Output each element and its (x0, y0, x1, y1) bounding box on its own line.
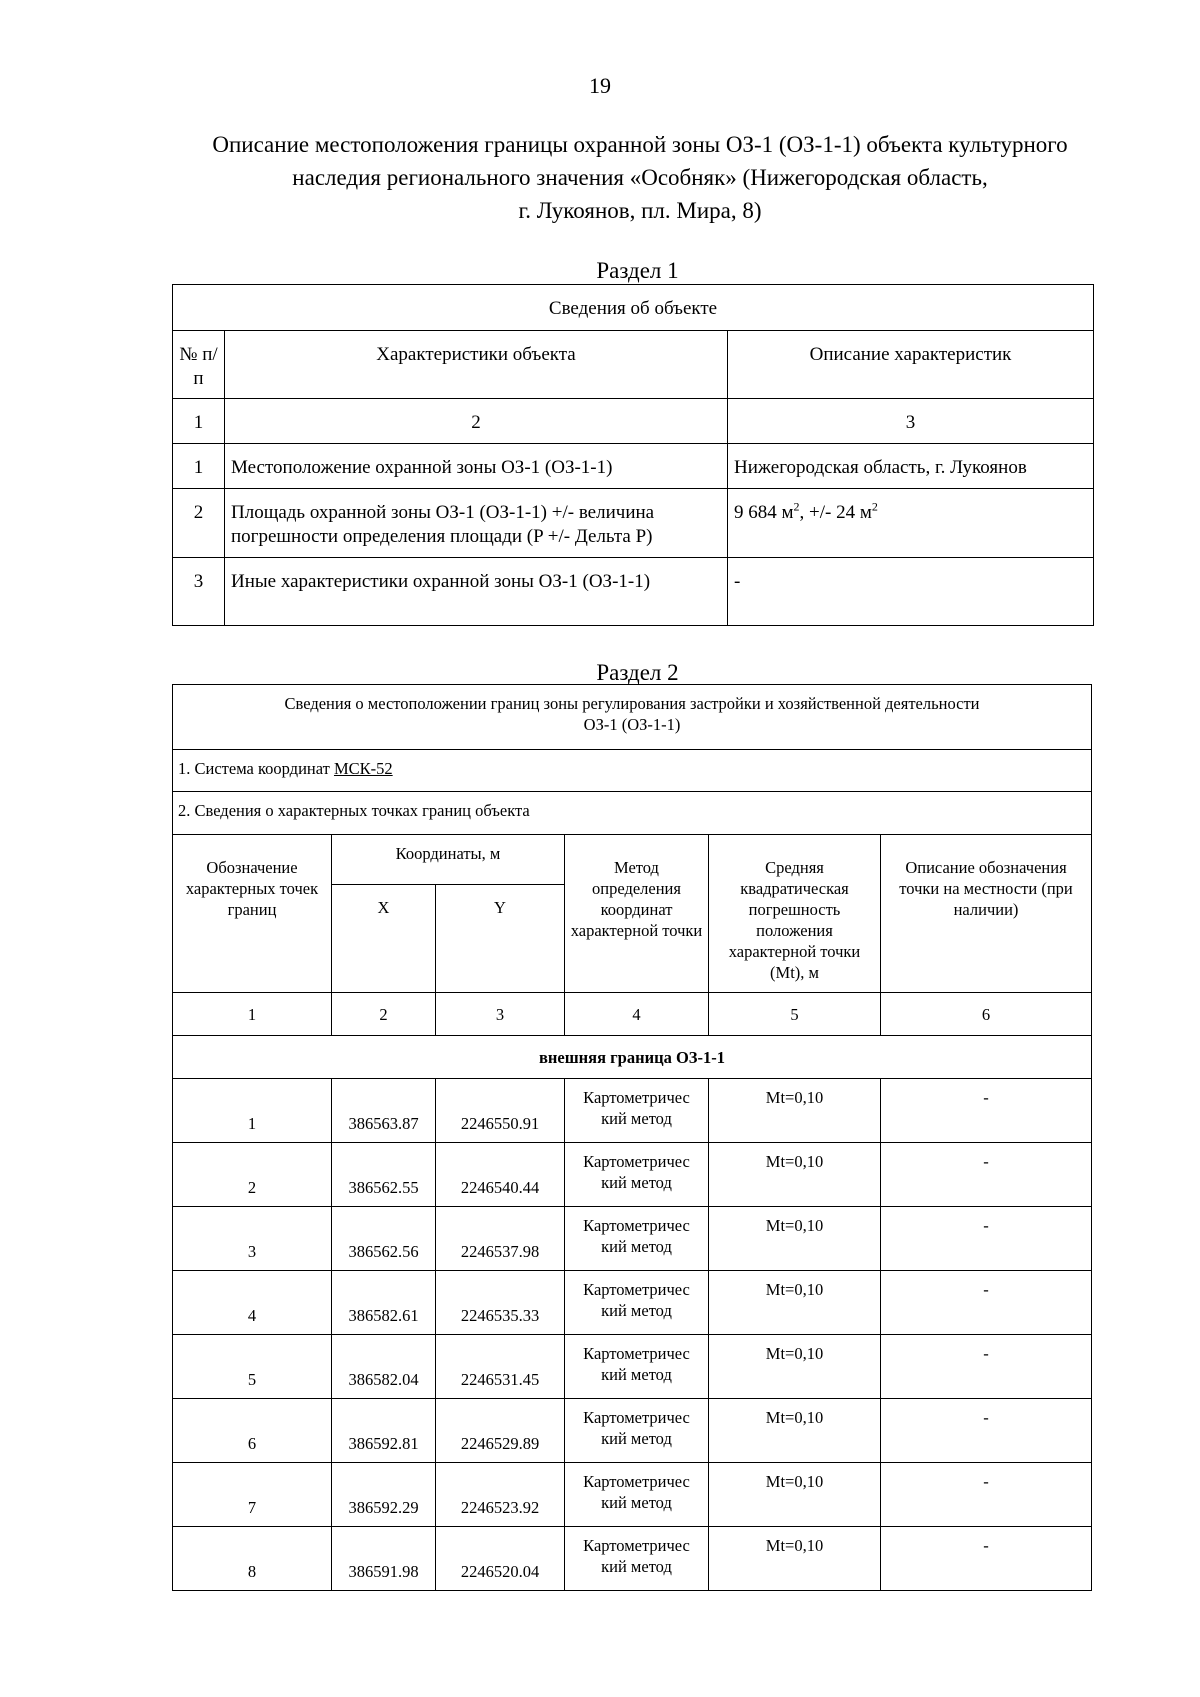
point-method: Картометричес кий метод (565, 1399, 709, 1463)
point-description: - (881, 1207, 1092, 1271)
document-title (130, 128, 1150, 227)
point-y: 2246540.44 (436, 1143, 565, 1207)
table-title: Сведения об объекте (173, 285, 1094, 331)
point-id: 1 (173, 1079, 332, 1143)
point-description: - (881, 1399, 1092, 1463)
column-number: 2 (225, 399, 728, 444)
page-number: 19 (589, 73, 611, 98)
table-row (173, 1463, 1092, 1527)
boundary-label: внешняя граница ОЗ-1-1 (173, 1036, 1092, 1079)
point-id: 2 (173, 1143, 332, 1207)
table-row (173, 1207, 1092, 1271)
point-y: 2246529.89 (436, 1399, 565, 1463)
row-characteristic: Иные характеристики охранной зоны ОЗ-1 (ОЗ-1-1) (225, 558, 728, 626)
table-row (173, 1079, 1092, 1143)
table-row (173, 489, 1094, 558)
row-number: 3 (173, 558, 225, 626)
point-method: Картометричес кий метод (565, 1527, 709, 1591)
header-number: № п/п (173, 331, 225, 399)
point-x: 386563.87 (332, 1079, 436, 1143)
point-description: - (881, 1143, 1092, 1207)
point-x: 386591.98 (332, 1527, 436, 1591)
table-row (173, 1527, 1092, 1591)
point-id: 4 (173, 1271, 332, 1335)
header-coordinates: Координаты, м (332, 835, 565, 885)
point-description: - (881, 1335, 1092, 1399)
point-id: 5 (173, 1335, 332, 1399)
table-row (173, 1399, 1092, 1463)
table-row (173, 1271, 1092, 1335)
point-x: 386592.81 (332, 1399, 436, 1463)
point-method: Картометричес кий метод (565, 1207, 709, 1271)
point-method: Картометричес кий метод (565, 1335, 709, 1399)
row-number: 2 (173, 489, 225, 558)
row-description: - (728, 558, 1094, 626)
row-characteristic: Местоположение охранной зоны ОЗ-1 (ОЗ-1-1) (225, 444, 728, 489)
point-mt: Mt=0,10 (709, 1271, 881, 1335)
point-x: 386592.29 (332, 1463, 436, 1527)
point-y: 2246523.92 (436, 1463, 565, 1527)
column-number: 5 (709, 993, 881, 1036)
title-line: наследия регионального значения «Особняк» (Нижегородская область, (292, 165, 988, 190)
point-y: 2246550.91 (436, 1079, 565, 1143)
point-mt: Mt=0,10 (709, 1463, 881, 1527)
column-number: 2 (332, 993, 436, 1036)
point-y: 2246537.98 (436, 1207, 565, 1271)
row-characteristic: Площадь охранной зоны ОЗ-1 (ОЗ-1-1) +/- величина погрешности определения площади (P +/- Дельта P) (225, 489, 728, 558)
point-description: - (881, 1527, 1092, 1591)
row-description: 9 684 $м^2$, +/- 24 $м^2$ (728, 489, 1094, 558)
row-number: 1 (173, 444, 225, 489)
point-mt: Mt=0,10 (709, 1527, 881, 1591)
object-info-table (172, 284, 1094, 626)
header-error: Средняя квадратическая погрешность положения характерной точки (Mt), м (709, 835, 881, 993)
table-title: Сведения о местоположении границ зоны регулирования застройки и хозяйственной деятельности ОЗ-1 (ОЗ-1-1) (173, 685, 1092, 750)
point-y: 2246520.04 (436, 1527, 565, 1591)
column-number: 3 (436, 993, 565, 1036)
table-row (173, 558, 1094, 626)
boundary-points-table (172, 684, 1092, 1591)
point-x: 386562.55 (332, 1143, 436, 1207)
point-x: 386562.56 (332, 1207, 436, 1271)
column-number: 1 (173, 399, 225, 444)
point-method: Картометричес кий метод (565, 1271, 709, 1335)
point-method: Картометричес кий метод (565, 1079, 709, 1143)
section2-heading: Раздел 2 (596, 660, 679, 685)
table-row (173, 1143, 1092, 1207)
point-mt: Mt=0,10 (709, 1079, 881, 1143)
title-line: Описание местоположения границы охранной зоны ОЗ-1 (ОЗ-1-1) объекта культурного (212, 132, 1068, 157)
row-description: Нижегородская область, г. Лукоянов (728, 444, 1094, 489)
point-id: 7 (173, 1463, 332, 1527)
point-description: - (881, 1079, 1092, 1143)
point-mt: Mt=0,10 (709, 1335, 881, 1399)
point-y: 2246531.45 (436, 1335, 565, 1399)
table-row (173, 1335, 1092, 1399)
title-line: г. Лукоянов, пл. Мира, 8) (518, 198, 762, 223)
header-characteristic: Характеристики объекта (225, 331, 728, 399)
column-number: 1 (173, 993, 332, 1036)
point-x: 386582.04 (332, 1335, 436, 1399)
point-method: Картометричес кий метод (565, 1143, 709, 1207)
point-id: 6 (173, 1399, 332, 1463)
column-number: 6 (881, 993, 1092, 1036)
point-description: - (881, 1271, 1092, 1335)
header-x: X (332, 885, 436, 993)
point-x: 386582.61 (332, 1271, 436, 1335)
point-id: 3 (173, 1207, 332, 1271)
point-method: Картометричес кий метод (565, 1463, 709, 1527)
header-description: Описание обозначения точки на местности (при наличии) (881, 835, 1092, 993)
points-info: 2. Сведения о характерных точках границ объекта (173, 792, 1092, 835)
header-method: Метод определения координат характерной точки (565, 835, 709, 993)
header-description: Описание характеристик (728, 331, 1094, 399)
point-id: 8 (173, 1527, 332, 1591)
point-mt: Mt=0,10 (709, 1207, 881, 1271)
coordinate-system: 1. Система координат МСК-52 (173, 750, 1092, 792)
column-number: 4 (565, 993, 709, 1036)
point-mt: Mt=0,10 (709, 1399, 881, 1463)
point-y: 2246535.33 (436, 1271, 565, 1335)
header-y: Y (436, 885, 565, 993)
section1-heading: Раздел 1 (596, 258, 679, 283)
column-number: 3 (728, 399, 1094, 444)
header-point: Обозначение характерных точек границ (173, 835, 332, 993)
point-description: - (881, 1463, 1092, 1527)
point-mt: Mt=0,10 (709, 1143, 881, 1207)
coordinate-system-value: МСК-52 (333, 759, 393, 778)
table-row (173, 444, 1094, 489)
